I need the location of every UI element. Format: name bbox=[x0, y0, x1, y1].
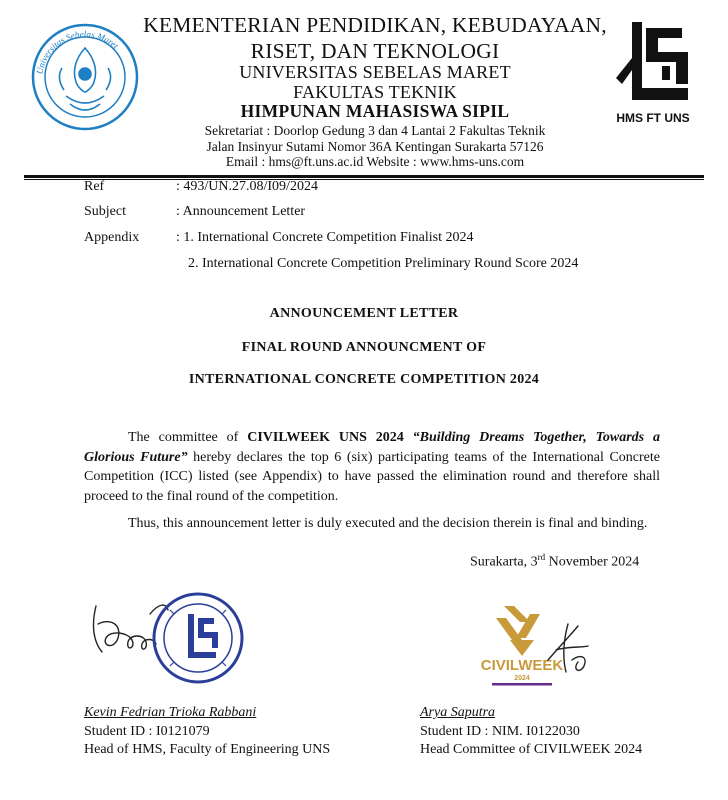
left-signatory-role: Head of HMS, Faculty of Engineering UNS bbox=[84, 742, 331, 757]
place-date bbox=[470, 552, 639, 571]
uns-logo bbox=[26, 18, 144, 136]
left-signatory-id: Student ID : I0121079 bbox=[84, 723, 210, 739]
p1-intro: The committee of bbox=[128, 430, 248, 445]
competition-title: INTERNATIONAL CONCRETE COMPETITION 2024 bbox=[188, 372, 540, 387]
hms-stamp bbox=[150, 590, 246, 686]
left-signatory-name: Kevin Fedrian Trioka Rabbani bbox=[84, 705, 257, 720]
civilweek-logo-year: 2024 bbox=[514, 675, 530, 682]
subject-value: : Announcement Letter bbox=[176, 204, 306, 219]
place-date-prefix: Surakarta, 3 bbox=[470, 554, 538, 570]
appendix-label: Appendix bbox=[84, 230, 140, 245]
p1-rest: hereby declares the top 6 (six) participating teams of the International Concrete Competition (ICC) listed (see Appendix) to have passed the elimination round and therefore shall proceed to the final round of the competition. bbox=[84, 449, 660, 504]
right-signature bbox=[538, 616, 598, 680]
subject-label: Subject bbox=[84, 204, 126, 219]
left-signatory bbox=[84, 704, 330, 760]
ministry-name bbox=[140, 12, 610, 64]
hms-logo-caption: HMS FT UNS bbox=[616, 111, 690, 125]
address-line-2: Jalan Insinyur Sutami Nomor 36A Kentingan Surakarta 57126 bbox=[206, 138, 544, 154]
letter-title: ANNOUNCEMENT LETTER bbox=[269, 306, 459, 321]
letter-subtitle: FINAL ROUND ANNOUNCMENT OF bbox=[241, 340, 487, 355]
civilweek-logo-text: CIVILWEEK bbox=[480, 657, 564, 674]
body-paragraph-1 bbox=[84, 428, 660, 506]
hms-ft-uns-logo bbox=[602, 18, 704, 130]
place-date-sup: rd bbox=[537, 552, 546, 562]
header-rule-thick bbox=[24, 175, 704, 178]
institution-name bbox=[140, 62, 610, 102]
right-signatory bbox=[420, 704, 642, 760]
p1-theme: “Building Dreams Together, Towards a Glorious Future” bbox=[84, 430, 660, 465]
university-name: UNIVERSITAS SEBELAS MARET bbox=[239, 62, 511, 82]
appendix-item-1: : 1. International Concrete Competition Finalist 2024 bbox=[176, 230, 474, 245]
ministry-line-1: KEMENTERIAN PENDIDIKAN, KEBUDAYAAN, bbox=[143, 13, 607, 37]
right-signatory-name: Arya Saputra bbox=[420, 705, 496, 720]
ref-label: Ref bbox=[84, 179, 105, 194]
p1-space bbox=[404, 430, 413, 445]
ref-value: : 493/UN.27.08/I09/2024 bbox=[176, 179, 318, 194]
address-line-1: Sekretariat : Doorlop Gedung 3 dan 4 Lantai 2 Fakultas Teknik bbox=[204, 123, 546, 138]
address-line-3: Email : hms@ft.uns.ac.id Website : www.hms-uns.com bbox=[225, 154, 525, 169]
uns-logo-text: Universitas Sebelas Maret bbox=[34, 28, 121, 76]
place-date-suffix: November 2024 bbox=[545, 554, 640, 570]
organization-name: HIMPUNAN MAHASISWA SIPIL bbox=[240, 101, 510, 121]
address-block bbox=[140, 123, 610, 170]
p1-event: CIVILWEEK UNS 2024 bbox=[247, 430, 404, 445]
right-signatory-role: Head Committee of CIVILWEEK 2024 bbox=[420, 742, 643, 757]
appendix-item-2: 2. International Concrete Competition Preliminary Round Score 2024 bbox=[188, 256, 579, 271]
header-rule-thin bbox=[24, 179, 704, 180]
body-paragraph-2: Thus, this announcement letter is duly executed and the decision therein is final and binding. bbox=[128, 516, 648, 531]
right-signatory-id: Student ID : NIM. I0122030 bbox=[420, 723, 580, 739]
ministry-line-2: RISET, DAN TEKNOLOGI bbox=[250, 39, 500, 63]
faculty-name: FAKULTAS TEKNIK bbox=[293, 82, 457, 102]
